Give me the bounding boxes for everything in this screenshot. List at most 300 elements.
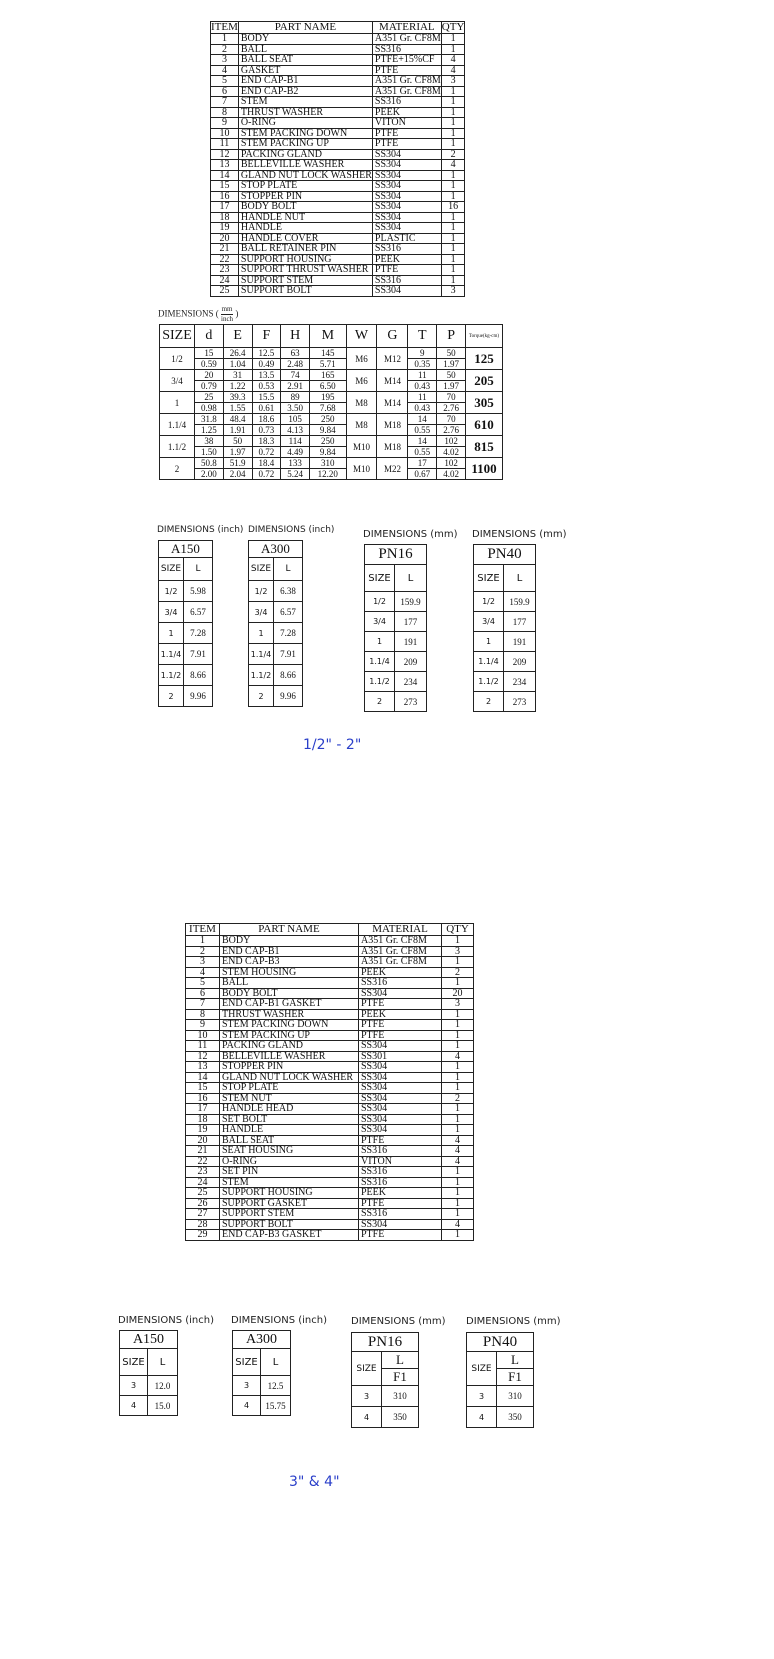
dim-p-inch: 1.97 bbox=[437, 359, 466, 370]
length-table-caption: DIMENSIONS (inch) bbox=[157, 525, 244, 535]
part-name: PACKING GLAND bbox=[238, 149, 372, 160]
dim-f-inch: 0.73 bbox=[252, 425, 281, 436]
length-value: 234 bbox=[504, 672, 536, 692]
qty: 3 bbox=[441, 76, 465, 87]
table-row bbox=[474, 632, 536, 652]
col-l: L bbox=[148, 1349, 178, 1376]
dim-col-w: W bbox=[346, 325, 377, 348]
table-row bbox=[186, 1156, 474, 1167]
dim-col-size: SIZE bbox=[160, 325, 195, 348]
part-name: BALL SEAT bbox=[220, 1135, 359, 1146]
table-row bbox=[474, 672, 536, 692]
part-name: BODY bbox=[238, 34, 372, 45]
material: A351 Gr. CF8M bbox=[372, 86, 441, 97]
dim-d-mm: 50.8 bbox=[195, 458, 224, 469]
item-number: 12 bbox=[186, 1051, 220, 1062]
part-name: BODY BOLT bbox=[238, 202, 372, 213]
table-row bbox=[186, 1083, 474, 1094]
length-table-title: A150 bbox=[120, 1331, 178, 1349]
part-name: END CAP-B3 GASKET bbox=[220, 1230, 359, 1241]
item-number: 10 bbox=[186, 1030, 220, 1041]
dim-t-mm: 11 bbox=[408, 370, 437, 381]
table-row bbox=[474, 592, 536, 612]
part-name: STEM bbox=[220, 1177, 359, 1188]
item-number: 17 bbox=[186, 1104, 220, 1115]
qty: 1 bbox=[441, 128, 465, 139]
qty: 1 bbox=[442, 1030, 474, 1041]
dimensions-table-body bbox=[160, 348, 503, 480]
item-number: 12 bbox=[211, 149, 239, 160]
length-value: 8.66 bbox=[184, 665, 213, 686]
table-row bbox=[365, 592, 427, 612]
dim-t-inch: 0.55 bbox=[408, 447, 437, 458]
qty: 3 bbox=[442, 946, 474, 957]
qty: 2 bbox=[442, 1093, 474, 1104]
dim-col-torque: Torque(kg-cm) bbox=[466, 325, 503, 348]
size-value: 1 bbox=[474, 632, 504, 652]
length-table-title: A150 bbox=[159, 541, 213, 558]
table-row bbox=[211, 128, 465, 139]
dim-w: M8 bbox=[346, 392, 377, 414]
dim-d-inch: 2.00 bbox=[195, 469, 224, 480]
col-l: L bbox=[395, 565, 427, 592]
length-value: 7.28 bbox=[184, 623, 213, 644]
dim-e-mm: 51.9 bbox=[223, 458, 252, 469]
dim-e-mm: 50 bbox=[223, 436, 252, 447]
part-name: HANDLE bbox=[238, 223, 372, 234]
material: SS316 bbox=[372, 275, 441, 286]
dim-w: M10 bbox=[346, 458, 377, 480]
material: A351 Gr. CF8M bbox=[359, 946, 442, 957]
material: PTFE bbox=[372, 65, 441, 76]
size-value: 1.1/2 bbox=[159, 665, 184, 686]
material: SS316 bbox=[359, 978, 442, 989]
table-row bbox=[186, 999, 474, 1010]
item-number: 27 bbox=[186, 1209, 220, 1220]
qty: 1 bbox=[442, 1198, 474, 1209]
part-name: HANDLE COVER bbox=[238, 233, 372, 244]
col-l: L bbox=[497, 1352, 534, 1369]
qty: 1 bbox=[441, 34, 465, 45]
length-table-header-row bbox=[120, 1349, 178, 1376]
length-value: 6.57 bbox=[184, 602, 213, 623]
table-row bbox=[186, 1135, 474, 1146]
part-name: SUPPORT STEM bbox=[238, 275, 372, 286]
qty: 16 bbox=[441, 202, 465, 213]
qty: 4 bbox=[441, 65, 465, 76]
material: A351 Gr. CF8M bbox=[359, 957, 442, 968]
item-number: 11 bbox=[186, 1041, 220, 1052]
dim-h-inch: 3.50 bbox=[281, 403, 310, 414]
length-value: 5.98 bbox=[184, 581, 213, 602]
item-number: 20 bbox=[211, 233, 239, 244]
dim-m-mm: 165 bbox=[310, 370, 346, 381]
part-name: HANDLE bbox=[220, 1125, 359, 1136]
dim-f-inch: 0.49 bbox=[252, 359, 281, 370]
size-value: 3 bbox=[120, 1376, 148, 1396]
part-name: SUPPORT BOLT bbox=[238, 286, 372, 297]
table-row bbox=[211, 244, 465, 255]
item-number: 29 bbox=[186, 1230, 220, 1241]
item-number: 9 bbox=[186, 1020, 220, 1031]
col-size: SIZE bbox=[120, 1349, 148, 1376]
part-name: BELLEVILLE WASHER bbox=[238, 160, 372, 171]
table-row bbox=[211, 212, 465, 223]
material: PTFE bbox=[359, 1030, 442, 1041]
length-table-caption: DIMENSIONS (mm) bbox=[363, 529, 458, 540]
part-name: HANDLE NUT bbox=[238, 212, 372, 223]
dim-g: M14 bbox=[377, 370, 408, 392]
part-name: STEM bbox=[238, 97, 372, 108]
dim-d-inch: 1.50 bbox=[195, 447, 224, 458]
part-name: STOPPER PIN bbox=[220, 1062, 359, 1073]
dim-row-inch bbox=[160, 403, 503, 414]
length-value: 310 bbox=[382, 1386, 419, 1407]
col-item: ITEM bbox=[186, 924, 220, 936]
material: SS304 bbox=[359, 1041, 442, 1052]
length-value: 191 bbox=[395, 632, 427, 652]
item-number: 24 bbox=[186, 1177, 220, 1188]
qty: 4 bbox=[441, 55, 465, 66]
table-row bbox=[249, 644, 303, 665]
qty: 1 bbox=[442, 1167, 474, 1178]
table-row bbox=[211, 160, 465, 171]
part-name: SET BOLT bbox=[220, 1114, 359, 1125]
dim-w: M6 bbox=[346, 370, 377, 392]
part-name: SET PIN bbox=[220, 1167, 359, 1178]
material: PEEK bbox=[372, 254, 441, 265]
material: SS304 bbox=[359, 988, 442, 999]
table-row bbox=[211, 118, 465, 129]
size-value: 1.1/4 bbox=[159, 644, 184, 665]
table-row bbox=[233, 1376, 291, 1396]
part-name: STEM PACKING UP bbox=[238, 139, 372, 150]
dim-e-inch: 1.04 bbox=[223, 359, 252, 370]
dim-t-mm: 14 bbox=[408, 414, 437, 425]
qty: 1 bbox=[442, 1209, 474, 1220]
dim-t-mm: 11 bbox=[408, 392, 437, 403]
item-number: 1 bbox=[211, 34, 239, 45]
size-value: 3 bbox=[467, 1386, 497, 1407]
length-value: 177 bbox=[395, 612, 427, 632]
dim-col-e: E bbox=[223, 325, 252, 348]
length-value: 234 bbox=[395, 672, 427, 692]
dim-row-inch bbox=[160, 425, 503, 436]
item-number: 14 bbox=[186, 1072, 220, 1083]
length-table-title-row bbox=[474, 545, 536, 565]
length-value: 273 bbox=[504, 692, 536, 712]
dim-h-mm: 74 bbox=[281, 370, 310, 381]
size-value: 3/4 bbox=[474, 612, 504, 632]
part-name: SUPPORT HOUSING bbox=[238, 254, 372, 265]
material: A351 Gr. CF8M bbox=[372, 34, 441, 45]
table-row bbox=[159, 623, 213, 644]
material: SS304 bbox=[372, 181, 441, 192]
material: PEEK bbox=[359, 967, 442, 978]
item-number: 16 bbox=[186, 1093, 220, 1104]
unit-mm: mm bbox=[221, 305, 233, 313]
length-table-title-row bbox=[365, 545, 427, 565]
part-name: STOPPER PIN bbox=[238, 191, 372, 202]
table-row bbox=[211, 107, 465, 118]
dim-p-inch: 4.02 bbox=[437, 447, 466, 458]
dim-f-mm: 18.3 bbox=[252, 436, 281, 447]
col-part-name: PART NAME bbox=[238, 22, 372, 34]
table-row bbox=[186, 1167, 474, 1178]
table-row bbox=[211, 97, 465, 108]
material: VITON bbox=[359, 1156, 442, 1167]
material: SS304 bbox=[372, 191, 441, 202]
parts-table-large bbox=[185, 923, 474, 1241]
dimensions-label bbox=[158, 305, 238, 324]
dim-p-inch: 2.76 bbox=[437, 425, 466, 436]
length-table-title-row bbox=[467, 1333, 534, 1352]
qty: 1 bbox=[441, 170, 465, 181]
table-row bbox=[159, 686, 213, 707]
dim-torque: 1100 bbox=[466, 458, 503, 480]
table-row bbox=[186, 967, 474, 978]
part-name: HANDLE HEAD bbox=[220, 1104, 359, 1115]
item-number: 22 bbox=[211, 254, 239, 265]
table-row bbox=[159, 581, 213, 602]
qty: 1 bbox=[442, 1020, 474, 1031]
dim-h-mm: 105 bbox=[281, 414, 310, 425]
table-row bbox=[352, 1386, 419, 1407]
part-name: END CAP-B1 GASKET bbox=[220, 999, 359, 1010]
material: PTFE bbox=[372, 139, 441, 150]
item-number: 5 bbox=[211, 76, 239, 87]
table-row bbox=[365, 672, 427, 692]
part-name: BALL bbox=[220, 978, 359, 989]
dim-p-inch: 2.76 bbox=[437, 403, 466, 414]
length-value: 310 bbox=[497, 1386, 534, 1407]
table-row bbox=[211, 202, 465, 213]
length-table-header-row bbox=[249, 558, 303, 581]
part-name: STEM PACKING DOWN bbox=[238, 128, 372, 139]
dim-g: M14 bbox=[377, 392, 408, 414]
table-row bbox=[186, 1219, 474, 1230]
dim-p-mm: 102 bbox=[437, 436, 466, 447]
size-range-label-2: 3" & 4" bbox=[289, 1474, 340, 1490]
dim-col-g: G bbox=[377, 325, 408, 348]
size-value: 1 bbox=[249, 623, 274, 644]
dim-e-inch: 1.91 bbox=[223, 425, 252, 436]
qty: 1 bbox=[441, 244, 465, 255]
qty: 2 bbox=[442, 967, 474, 978]
dim-t-inch: 0.43 bbox=[408, 403, 437, 414]
dim-row-mm bbox=[160, 370, 503, 381]
col-item: ITEM bbox=[211, 21, 238, 33]
dim-row-inch bbox=[160, 469, 503, 480]
part-name: BALL bbox=[238, 44, 372, 55]
item-number: 3 bbox=[211, 55, 239, 66]
table-row bbox=[120, 1396, 178, 1416]
size-value: 2 bbox=[365, 692, 395, 712]
table-row bbox=[159, 644, 213, 665]
dim-t-mm: 14 bbox=[408, 436, 437, 447]
length-value: 350 bbox=[382, 1407, 419, 1428]
material: PEEK bbox=[372, 107, 441, 118]
table-row bbox=[467, 1407, 534, 1428]
table-row bbox=[233, 1396, 291, 1416]
item-number: 15 bbox=[211, 181, 239, 192]
item-number: 26 bbox=[186, 1198, 220, 1209]
dim-m-mm: 250 bbox=[310, 414, 346, 425]
table-row bbox=[211, 86, 465, 97]
table-row bbox=[211, 44, 465, 55]
material: PTFE+15%CF bbox=[372, 55, 441, 66]
dim-torque: 815 bbox=[466, 436, 503, 458]
part-name: STOP PLATE bbox=[238, 181, 372, 192]
dim-f-inch: 0.53 bbox=[252, 381, 281, 392]
dim-p-mm: 50 bbox=[437, 348, 466, 359]
material: SS316 bbox=[359, 1146, 442, 1157]
table-row bbox=[186, 1041, 474, 1052]
qty: 1 bbox=[441, 265, 465, 276]
length-table-header-row bbox=[159, 558, 213, 581]
dim-e-inch: 2.04 bbox=[223, 469, 252, 480]
length-value: 7.28 bbox=[274, 623, 303, 644]
dim-row-inch bbox=[160, 381, 503, 392]
size-value: 1.1/4 bbox=[365, 652, 395, 672]
dim-h-mm: 63 bbox=[281, 348, 310, 359]
item-number: 28 bbox=[186, 1219, 220, 1230]
material: SS304 bbox=[372, 160, 441, 171]
dim-size: 3/4 bbox=[160, 370, 195, 392]
dim-m-inch: 9.84 bbox=[310, 425, 346, 436]
dim-torque: 205 bbox=[466, 370, 503, 392]
dim-e-mm: 31 bbox=[223, 370, 252, 381]
qty: 1 bbox=[441, 275, 465, 286]
table-row bbox=[249, 581, 303, 602]
col-material: MATERIAL bbox=[359, 924, 442, 936]
dim-d-inch: 0.59 bbox=[195, 359, 224, 370]
length-value: 8.66 bbox=[274, 665, 303, 686]
dim-m-mm: 145 bbox=[310, 348, 346, 359]
size-value: 4 bbox=[233, 1396, 261, 1416]
dim-e-mm: 48.4 bbox=[223, 414, 252, 425]
table-row bbox=[159, 602, 213, 623]
dim-h-inch: 2.91 bbox=[281, 381, 310, 392]
item-number: 23 bbox=[186, 1167, 220, 1178]
material: SS304 bbox=[359, 1104, 442, 1115]
qty: 1 bbox=[442, 1177, 474, 1188]
length-value: 7.91 bbox=[184, 644, 213, 665]
material: SS304 bbox=[372, 149, 441, 160]
material: SS316 bbox=[359, 1209, 442, 1220]
table-row bbox=[186, 1072, 474, 1083]
length-table-a150 bbox=[119, 1330, 178, 1416]
table-row bbox=[186, 957, 474, 968]
qty: 1 bbox=[442, 1125, 474, 1136]
material: SS304 bbox=[372, 286, 441, 297]
dim-row-mm bbox=[160, 414, 503, 425]
length-table-title: A300 bbox=[233, 1331, 291, 1349]
part-name: GLAND NUT LOCK WASHER bbox=[238, 170, 372, 181]
part-name: BODY BOLT bbox=[220, 988, 359, 999]
dim-d-inch: 0.79 bbox=[195, 381, 224, 392]
qty: 3 bbox=[442, 999, 474, 1010]
material: SS304 bbox=[359, 1219, 442, 1230]
col-size: SIZE bbox=[365, 565, 395, 592]
material: PLASTIC bbox=[372, 233, 441, 244]
material: SS316 bbox=[372, 244, 441, 255]
dim-t-inch: 0.35 bbox=[408, 359, 437, 370]
table-row bbox=[186, 1198, 474, 1209]
table-row bbox=[365, 632, 427, 652]
item-number: 8 bbox=[211, 107, 239, 118]
table-row bbox=[211, 149, 465, 160]
qty: 1 bbox=[441, 191, 465, 202]
item-number: 21 bbox=[211, 244, 239, 255]
size-value: 3 bbox=[233, 1376, 261, 1396]
table-row bbox=[186, 1009, 474, 1020]
length-table-caption: DIMENSIONS (mm) bbox=[466, 1316, 561, 1327]
dim-size: 1 bbox=[160, 392, 195, 414]
dim-row-inch bbox=[160, 359, 503, 370]
length-table-title: PN16 bbox=[352, 1333, 419, 1352]
item-number: 18 bbox=[211, 212, 239, 223]
length-table-caption: DIMENSIONS (inch) bbox=[231, 1315, 328, 1326]
part-name: SUPPORT THRUST WASHER bbox=[238, 265, 372, 276]
part-name: END CAP-B2 bbox=[238, 86, 372, 97]
size-value: 4 bbox=[120, 1396, 148, 1416]
dim-g: M18 bbox=[377, 414, 408, 436]
size-value: 3/4 bbox=[159, 602, 184, 623]
material: PTFE bbox=[359, 1020, 442, 1031]
length-table-a300 bbox=[232, 1330, 291, 1416]
size-value: 2 bbox=[249, 686, 274, 707]
item-number: 22 bbox=[186, 1156, 220, 1167]
col-size: SIZE bbox=[474, 565, 504, 592]
item-number: 21 bbox=[186, 1146, 220, 1157]
size-value: 3/4 bbox=[365, 612, 395, 632]
dim-d-inch: 1.25 bbox=[195, 425, 224, 436]
dim-size: 1/2 bbox=[160, 348, 195, 370]
item-number: 6 bbox=[186, 988, 220, 999]
col-l: L bbox=[274, 558, 303, 581]
material: PTFE bbox=[359, 1198, 442, 1209]
item-number: 19 bbox=[186, 1125, 220, 1136]
dim-w: M6 bbox=[346, 348, 377, 370]
table-row bbox=[249, 665, 303, 686]
table-row bbox=[474, 612, 536, 632]
length-value: 177 bbox=[504, 612, 536, 632]
size-value: 1.1/2 bbox=[474, 672, 504, 692]
dimensions-label-text: DIMENSIONS ( bbox=[158, 308, 219, 319]
table-row bbox=[211, 139, 465, 150]
dim-f-mm: 18.6 bbox=[252, 414, 281, 425]
part-name: GASKET bbox=[238, 65, 372, 76]
qty: 1 bbox=[441, 233, 465, 244]
item-number: 19 bbox=[211, 223, 239, 234]
item-number: 23 bbox=[211, 265, 239, 276]
qty: 4 bbox=[441, 160, 465, 171]
length-table-title: A300 bbox=[249, 541, 303, 558]
table-row bbox=[186, 1125, 474, 1136]
length-table-pn40 bbox=[473, 544, 536, 712]
length-value: 12.0 bbox=[148, 1376, 178, 1396]
dim-m-inch: 5.71 bbox=[310, 359, 346, 370]
length-table-pn40 bbox=[466, 1332, 534, 1428]
dim-m-inch: 6.50 bbox=[310, 381, 346, 392]
material: SS316 bbox=[359, 1177, 442, 1188]
material: PEEK bbox=[359, 1009, 442, 1020]
length-table-caption: DIMENSIONS (mm) bbox=[472, 529, 567, 540]
size-value: 1 bbox=[365, 632, 395, 652]
length-table-pn16 bbox=[351, 1332, 419, 1428]
table-row bbox=[211, 191, 465, 202]
